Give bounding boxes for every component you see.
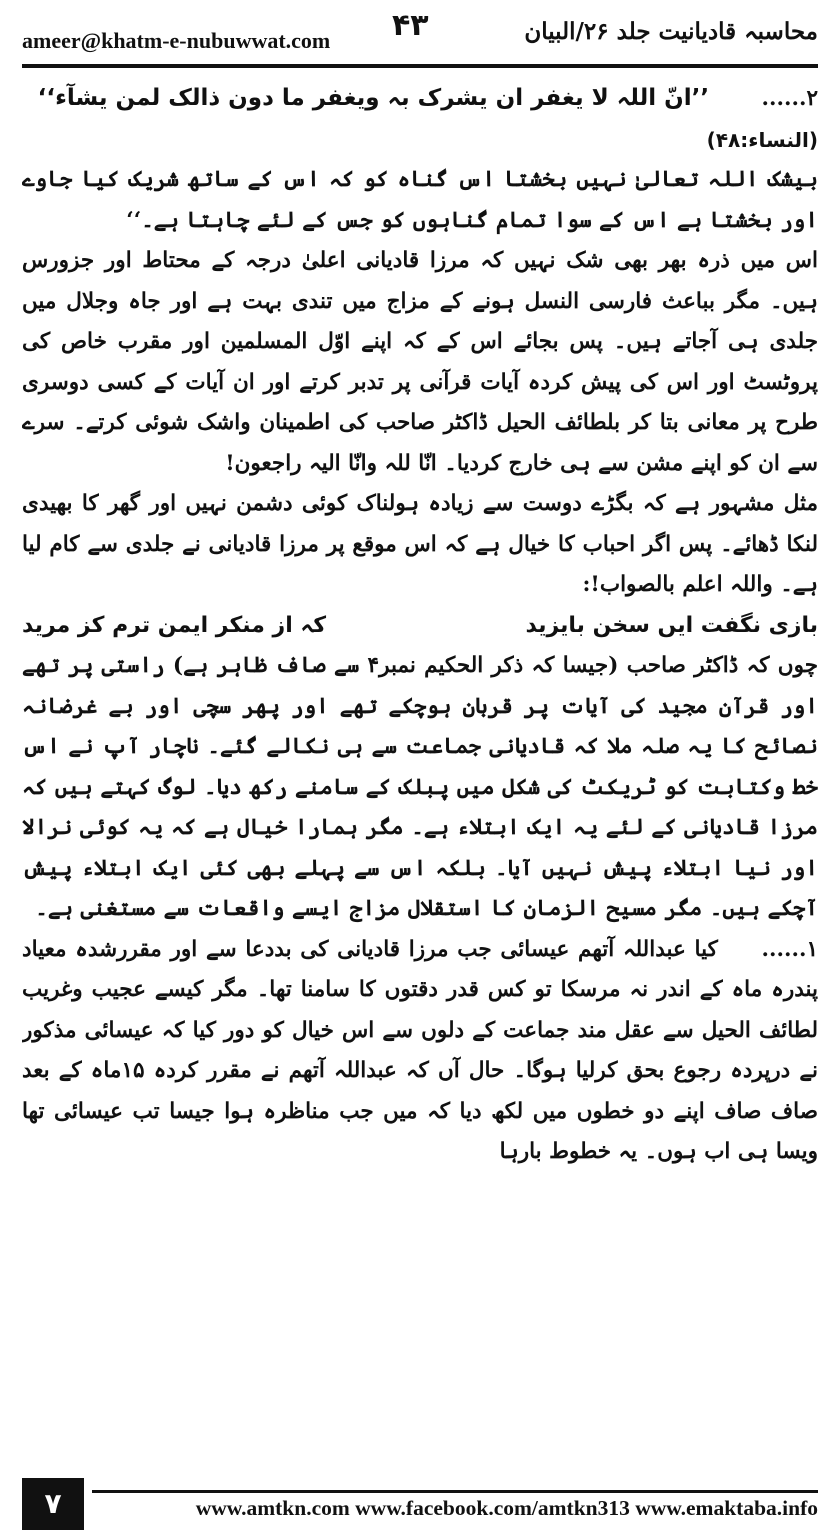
ayah-reference: (النساء:۴۸) bbox=[706, 127, 818, 152]
page-footer bbox=[22, 1476, 818, 1532]
persian-verse bbox=[22, 606, 818, 647]
translation: بیشک اللہ تعالیٰ نہیں بخشتا اس گناہ کو کہ اس کے ساتھ شریک کیا جاوے اور بخشتا ہے اس کے سوا تمام گناہوں کو جس کے لئے چاہتا ہے۔‘‘ bbox=[22, 167, 818, 233]
page-number: ۴۳ bbox=[392, 8, 429, 43]
book-title: محاسبہ قادیانیت جلد ۲۶/البیان bbox=[524, 18, 818, 45]
item-number: ۱ bbox=[806, 936, 818, 962]
header-email: ameer@khatm-e-nubuwwat.com bbox=[22, 28, 331, 53]
item-dots: ...... bbox=[761, 936, 807, 962]
ayah-number: ۲ bbox=[806, 86, 818, 111]
footer-links: www.amtkn.com www.facebook.com/amtkn313 www.emaktaba.info bbox=[195, 1496, 818, 1520]
page-body bbox=[22, 78, 818, 1470]
ayah-line bbox=[22, 78, 818, 120]
page-header bbox=[22, 8, 818, 62]
item-paragraph bbox=[22, 930, 818, 1173]
persian-verse-second: کہ از منکر ایمن ترم کز مرید bbox=[22, 612, 327, 638]
footer-rule bbox=[92, 1490, 818, 1493]
paragraph-4: کیا عبداللہ آتھم عیسائی جب مرزا قادیانی کی بددعا سے اور مقررشدہ معیاد پندرہ ماہ کے اندر نہ مرسکا تو کس قدر دقتوں کا سامنا تھا۔ مگر کیسے عجیب وغریب لطائف الحیل سے عقل مند جماعت کے دلوں سے اس خیال کو دور کیا کہ عیسائی مذکور نے درپردہ رجوع بحق کرلیا ہوگا۔ حال آں کہ عبداللہ آتھم نے مقرر کردہ ۱۵ماہ کے بعد صاف صاف اپنے دو خطوں میں لکھ دیا کہ میں جب مناظرہ ہوا جیسا تب عیسائی تھا ویسا ہی اب ہوں۔ یہ خطوط بارہا bbox=[22, 936, 818, 1164]
ayah-dots: ...... bbox=[761, 86, 807, 111]
persian-verse-first: بازی نگفت ایں سخن بایزید bbox=[525, 612, 818, 638]
paragraph-3: چوں کہ ڈاکٹر صاحب (جیسا کہ ذکر الحکیم نمبر۴ سے صاف ظاہر ہے) راستی پر تھے اور قرآن مجید کی آیات پر قربان ہوچکے تھے اور پھر سچی اور بے غرضانہ نصائح کا یہ صلہ ملا کہ قادیانی جماعت سے ہی نکالے گئے۔ ناچار آپ نے اس خط وکتابت کو ٹریکٹ کی شکل میں پبلک کے سامنے رکھ دیا۔ لوگ کہتے ہیں کہ مرزا قادیانی کے لئے یہ ایک ابتلاء ہے۔ مگر ہمارا خیال ہے کہ یہ کوئی نرالا اور نیا ابتلاء پیش نہیں آیا۔ بلکہ اس سے پہلے بھی کئی ایک ابتلاء پیش آچکے ہیں۔ مگر مسیح الزمان کا استقلال مزاج ایسے واقعات سے مستغنی ہے۔ bbox=[22, 653, 818, 921]
ayah-text: ’’انّ اللہ لا یغفر ان یشرک بہ ویغفر ما دون ذالک لمن یشآء‘‘ bbox=[37, 85, 710, 111]
paragraph-1: اس میں ذرہ بھر بھی شک نہیں کہ مرزا قادیانی اعلیٰ درجہ کے محتاط اور جزورس ہیں۔ مگر بباعث فارسی النسل ہونے کے مزاج میں تندی بہت ہے اور جاہ وجلال میں جلدی ہی آجاتے ہیں۔ پس بجائے اس کے کہ اپنے اوّل المسلمین اور مقرب خاص کی پروٹسٹ اور اس کی پیش کردہ آیات قرآنی پر تدبر کرتے اور ان آیات کے کسی دوسری طرح پر معانی بتا کر بلطائف الحیل ڈاکٹر صاحب کی اطمینان واشک شوئی کرتے۔ سرے سے ان کو اپنے مشن سے ہی خارج کردیا۔ انّا للہ وانّا الیہ راجعون! bbox=[22, 248, 818, 476]
header-rule bbox=[22, 64, 818, 68]
paragraph-2: مثل مشہور ہے کہ بگڑے دوست سے زیادہ ہولناک کوئی دشمن نہیں اور گھر کا بھیدی لنکا ڈھائے۔ پس اگر احباب کا خیال ہے کہ اس موقع پر مرزا قادیانی نے جلدی سے کام لیا ہے۔ واللہ اعلم بالصواب!: bbox=[22, 491, 818, 597]
footer-number-box: ۷ bbox=[22, 1478, 84, 1530]
